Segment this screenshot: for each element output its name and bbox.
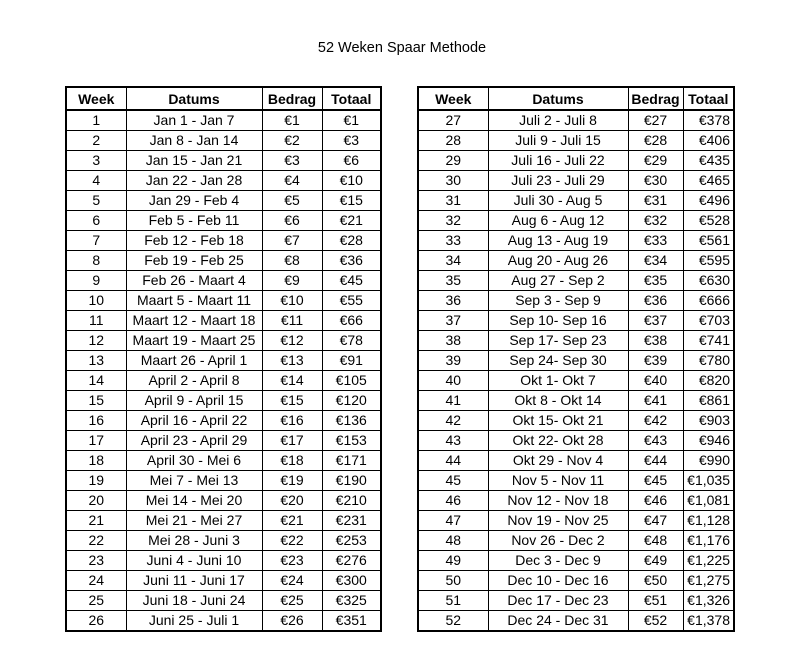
table-row xyxy=(418,271,734,291)
cell-week: 47 xyxy=(418,511,488,531)
cell-datums: Aug 20 - Aug 26 xyxy=(488,251,628,271)
cell-week: 45 xyxy=(418,471,488,491)
cell-totaal: €10 xyxy=(322,171,381,191)
cell-bedrag: €39 xyxy=(628,351,683,371)
table-row xyxy=(418,571,734,591)
cell-week: 44 xyxy=(418,451,488,471)
table-row xyxy=(418,231,734,251)
cell-datums: Juli 30 - Aug 5 xyxy=(488,191,628,211)
cell-datums: Mei 21 - Mei 27 xyxy=(126,511,262,531)
cell-totaal: €231 xyxy=(322,511,381,531)
cell-bedrag: €5 xyxy=(262,191,322,211)
cell-totaal: €28 xyxy=(322,231,381,251)
cell-totaal: €36 xyxy=(322,251,381,271)
table-row xyxy=(66,551,381,571)
cell-datums: April 30 - Mei 6 xyxy=(126,451,262,471)
cell-totaal: €325 xyxy=(322,591,381,611)
cell-week: 22 xyxy=(66,531,126,551)
cell-bedrag: €50 xyxy=(628,571,683,591)
cell-week: 30 xyxy=(418,171,488,191)
table-row xyxy=(66,591,381,611)
cell-totaal: €120 xyxy=(322,391,381,411)
cell-bedrag: €1 xyxy=(262,110,322,131)
cell-bedrag: €7 xyxy=(262,231,322,251)
table-row xyxy=(418,151,734,171)
cell-week: 17 xyxy=(66,431,126,451)
cell-week: 6 xyxy=(66,211,126,231)
table-row xyxy=(418,531,734,551)
cell-bedrag: €11 xyxy=(262,311,322,331)
table-row xyxy=(66,411,381,431)
table-row xyxy=(418,391,734,411)
cell-totaal: €78 xyxy=(322,331,381,351)
savings-table-weeks-1-26 xyxy=(65,86,382,632)
cell-datums: Jan 15 - Jan 21 xyxy=(126,151,262,171)
cell-bedrag: €29 xyxy=(628,151,683,171)
table-row xyxy=(418,191,734,211)
cell-datums: Aug 13 - Aug 19 xyxy=(488,231,628,251)
cell-week: 43 xyxy=(418,431,488,451)
cell-week: 38 xyxy=(418,331,488,351)
table-row xyxy=(418,591,734,611)
cell-datums: Maart 26 - April 1 xyxy=(126,351,262,371)
cell-totaal: €561 xyxy=(683,231,734,251)
table-header-row xyxy=(66,87,381,110)
cell-week: 7 xyxy=(66,231,126,251)
cell-bedrag: €51 xyxy=(628,591,683,611)
cell-week: 26 xyxy=(66,611,126,632)
cell-week: 10 xyxy=(66,291,126,311)
cell-week: 12 xyxy=(66,331,126,351)
cell-totaal: €406 xyxy=(683,131,734,151)
cell-datums: Jan 29 - Feb 4 xyxy=(126,191,262,211)
cell-datums: Dec 17 - Dec 23 xyxy=(488,591,628,611)
cell-bedrag: €44 xyxy=(628,451,683,471)
table-row xyxy=(418,311,734,331)
cell-week: 42 xyxy=(418,411,488,431)
header-totaal: Totaal xyxy=(322,87,381,110)
table-row xyxy=(418,471,734,491)
cell-week: 50 xyxy=(418,571,488,591)
cell-totaal: €15 xyxy=(322,191,381,211)
cell-bedrag: €40 xyxy=(628,371,683,391)
cell-datums: Nov 12 - Nov 18 xyxy=(488,491,628,511)
table-row xyxy=(418,331,734,351)
cell-week: 13 xyxy=(66,351,126,371)
cell-totaal: €105 xyxy=(322,371,381,391)
cell-totaal: €276 xyxy=(322,551,381,571)
cell-totaal: €1,176 xyxy=(683,531,734,551)
cell-week: 27 xyxy=(418,110,488,131)
table-row xyxy=(418,371,734,391)
cell-week: 9 xyxy=(66,271,126,291)
cell-totaal: €703 xyxy=(683,311,734,331)
cell-datums: Juli 23 - Juli 29 xyxy=(488,171,628,191)
cell-totaal: €1,378 xyxy=(683,611,734,632)
cell-week: 49 xyxy=(418,551,488,571)
cell-datums: Aug 27 - Sep 2 xyxy=(488,271,628,291)
cell-bedrag: €21 xyxy=(262,511,322,531)
table-row xyxy=(418,431,734,451)
table-row xyxy=(66,211,381,231)
cell-totaal: €528 xyxy=(683,211,734,231)
cell-datums: Sep 24- Sep 30 xyxy=(488,351,628,371)
cell-week: 4 xyxy=(66,171,126,191)
header-bedrag: Bedrag xyxy=(628,87,683,110)
cell-bedrag: €46 xyxy=(628,491,683,511)
cell-bedrag: €32 xyxy=(628,211,683,231)
cell-totaal: €190 xyxy=(322,471,381,491)
cell-week: 46 xyxy=(418,491,488,511)
cell-datums: Nov 5 - Nov 11 xyxy=(488,471,628,491)
table-row xyxy=(66,391,381,411)
cell-bedrag: €34 xyxy=(628,251,683,271)
cell-totaal: €496 xyxy=(683,191,734,211)
cell-bedrag: €15 xyxy=(262,391,322,411)
cell-week: 41 xyxy=(418,391,488,411)
cell-datums: Okt 29 - Nov 4 xyxy=(488,451,628,471)
table-row xyxy=(66,531,381,551)
table-row xyxy=(66,351,381,371)
table-row xyxy=(418,211,734,231)
cell-datums: Jan 22 - Jan 28 xyxy=(126,171,262,191)
cell-week: 39 xyxy=(418,351,488,371)
cell-datums: Nov 19 - Nov 25 xyxy=(488,511,628,531)
cell-datums: Sep 3 - Sep 9 xyxy=(488,291,628,311)
cell-totaal: €780 xyxy=(683,351,734,371)
table-row xyxy=(418,551,734,571)
cell-datums: Mei 28 - Juni 3 xyxy=(126,531,262,551)
cell-bedrag: €45 xyxy=(628,471,683,491)
cell-datums: Jan 8 - Jan 14 xyxy=(126,131,262,151)
cell-week: 3 xyxy=(66,151,126,171)
table-row xyxy=(66,371,381,391)
cell-totaal: €45 xyxy=(322,271,381,291)
cell-totaal: €300 xyxy=(322,571,381,591)
cell-totaal: €946 xyxy=(683,431,734,451)
cell-datums: Maart 5 - Maart 11 xyxy=(126,291,262,311)
cell-totaal: €1,326 xyxy=(683,591,734,611)
cell-bedrag: €52 xyxy=(628,611,683,632)
cell-week: 19 xyxy=(66,471,126,491)
cell-datums: Juli 2 - Juli 8 xyxy=(488,110,628,131)
table-row xyxy=(66,571,381,591)
header-totaal: Totaal xyxy=(683,87,734,110)
cell-week: 33 xyxy=(418,231,488,251)
table-row xyxy=(66,151,381,171)
cell-bedrag: €43 xyxy=(628,431,683,451)
cell-datums: Juli 9 - Juli 15 xyxy=(488,131,628,151)
cell-datums: Okt 8 - Okt 14 xyxy=(488,391,628,411)
cell-totaal: €55 xyxy=(322,291,381,311)
cell-week: 24 xyxy=(66,571,126,591)
cell-week: 28 xyxy=(418,131,488,151)
cell-bedrag: €26 xyxy=(262,611,322,632)
table-row xyxy=(66,271,381,291)
cell-week: 51 xyxy=(418,591,488,611)
table-row xyxy=(66,291,381,311)
table-row xyxy=(66,251,381,271)
cell-bedrag: €9 xyxy=(262,271,322,291)
cell-bedrag: €6 xyxy=(262,211,322,231)
cell-bedrag: €20 xyxy=(262,491,322,511)
header-datums: Datums xyxy=(488,87,628,110)
cell-totaal: €1,275 xyxy=(683,571,734,591)
cell-bedrag: €24 xyxy=(262,571,322,591)
cell-week: 1 xyxy=(66,110,126,131)
cell-totaal: €435 xyxy=(683,151,734,171)
cell-datums: Aug 6 - Aug 12 xyxy=(488,211,628,231)
cell-datums: April 16 - April 22 xyxy=(126,411,262,431)
cell-week: 15 xyxy=(66,391,126,411)
cell-bedrag: €3 xyxy=(262,151,322,171)
cell-datums: Feb 19 - Feb 25 xyxy=(126,251,262,271)
cell-totaal: €1,128 xyxy=(683,511,734,531)
cell-bedrag: €2 xyxy=(262,131,322,151)
table-row xyxy=(66,171,381,191)
table-row xyxy=(66,191,381,211)
table-row xyxy=(66,431,381,451)
header-week: Week xyxy=(418,87,488,110)
cell-totaal: €66 xyxy=(322,311,381,331)
cell-bedrag: €8 xyxy=(262,251,322,271)
cell-bedrag: €33 xyxy=(628,231,683,251)
cell-bedrag: €16 xyxy=(262,411,322,431)
header-datums: Datums xyxy=(126,87,262,110)
cell-datums: Juni 4 - Juni 10 xyxy=(126,551,262,571)
header-week: Week xyxy=(66,87,126,110)
cell-totaal: €820 xyxy=(683,371,734,391)
cell-totaal: €990 xyxy=(683,451,734,471)
cell-week: 31 xyxy=(418,191,488,211)
cell-bedrag: €25 xyxy=(262,591,322,611)
cell-totaal: €210 xyxy=(322,491,381,511)
cell-bedrag: €37 xyxy=(628,311,683,331)
cell-datums: Sep 10- Sep 16 xyxy=(488,311,628,331)
cell-datums: Juni 25 - Juli 1 xyxy=(126,611,262,632)
cell-bedrag: €4 xyxy=(262,171,322,191)
cell-week: 48 xyxy=(418,531,488,551)
cell-datums: Dec 10 - Dec 16 xyxy=(488,571,628,591)
cell-bedrag: €35 xyxy=(628,271,683,291)
header-bedrag: Bedrag xyxy=(262,87,322,110)
table-row xyxy=(66,471,381,491)
cell-datums: Jan 1 - Jan 7 xyxy=(126,110,262,131)
table-row xyxy=(418,351,734,371)
table-row xyxy=(66,231,381,251)
table-row xyxy=(66,451,381,471)
cell-week: 23 xyxy=(66,551,126,571)
cell-datums: Feb 5 - Feb 11 xyxy=(126,211,262,231)
table-row xyxy=(66,511,381,531)
cell-week: 36 xyxy=(418,291,488,311)
cell-totaal: €861 xyxy=(683,391,734,411)
cell-totaal: €91 xyxy=(322,351,381,371)
cell-bedrag: €12 xyxy=(262,331,322,351)
cell-week: 18 xyxy=(66,451,126,471)
cell-bedrag: €10 xyxy=(262,291,322,311)
cell-datums: Nov 26 - Dec 2 xyxy=(488,531,628,551)
cell-week: 20 xyxy=(66,491,126,511)
cell-totaal: €595 xyxy=(683,251,734,271)
cell-datums: Maart 19 - Maart 25 xyxy=(126,331,262,351)
cell-datums: Dec 24 - Dec 31 xyxy=(488,611,628,632)
table-row xyxy=(66,331,381,351)
cell-datums: Juni 18 - Juni 24 xyxy=(126,591,262,611)
cell-bedrag: €19 xyxy=(262,471,322,491)
cell-totaal: €6 xyxy=(322,151,381,171)
cell-bedrag: €17 xyxy=(262,431,322,451)
cell-week: 25 xyxy=(66,591,126,611)
table-row xyxy=(418,451,734,471)
cell-totaal: €253 xyxy=(322,531,381,551)
cell-bedrag: €31 xyxy=(628,191,683,211)
cell-week: 37 xyxy=(418,311,488,331)
cell-week: 5 xyxy=(66,191,126,211)
cell-week: 2 xyxy=(66,131,126,151)
cell-datums: Dec 3 - Dec 9 xyxy=(488,551,628,571)
cell-datums: Juni 11 - Juni 17 xyxy=(126,571,262,591)
cell-bedrag: €41 xyxy=(628,391,683,411)
cell-week: 29 xyxy=(418,151,488,171)
cell-datums: Okt 1- Okt 7 xyxy=(488,371,628,391)
cell-datums: Feb 26 - Maart 4 xyxy=(126,271,262,291)
table-row xyxy=(418,110,734,131)
cell-week: 8 xyxy=(66,251,126,271)
cell-datums: Mei 14 - Mei 20 xyxy=(126,491,262,511)
table-row xyxy=(66,611,381,632)
cell-datums: April 23 - April 29 xyxy=(126,431,262,451)
table-row xyxy=(418,131,734,151)
cell-datums: April 9 - April 15 xyxy=(126,391,262,411)
cell-totaal: €741 xyxy=(683,331,734,351)
table-header-row xyxy=(418,87,734,110)
cell-week: 11 xyxy=(66,311,126,331)
cell-datums: Juli 16 - Juli 22 xyxy=(488,151,628,171)
cell-totaal: €1,035 xyxy=(683,471,734,491)
cell-bedrag: €48 xyxy=(628,531,683,551)
cell-bedrag: €47 xyxy=(628,511,683,531)
table-row xyxy=(418,491,734,511)
table-row xyxy=(418,411,734,431)
cell-totaal: €1 xyxy=(322,110,381,131)
cell-week: 21 xyxy=(66,511,126,531)
table-row xyxy=(66,131,381,151)
cell-bedrag: €36 xyxy=(628,291,683,311)
table-row xyxy=(418,291,734,311)
cell-datums: Sep 17- Sep 23 xyxy=(488,331,628,351)
cell-totaal: €136 xyxy=(322,411,381,431)
cell-bedrag: €42 xyxy=(628,411,683,431)
cell-totaal: €153 xyxy=(322,431,381,451)
cell-datums: Feb 12 - Feb 18 xyxy=(126,231,262,251)
cell-datums: Okt 22- Okt 28 xyxy=(488,431,628,451)
cell-week: 52 xyxy=(418,611,488,632)
cell-totaal: €1,081 xyxy=(683,491,734,511)
cell-bedrag: €49 xyxy=(628,551,683,571)
cell-datums: Maart 12 - Maart 18 xyxy=(126,311,262,331)
table-row xyxy=(418,251,734,271)
cell-totaal: €465 xyxy=(683,171,734,191)
cell-week: 14 xyxy=(66,371,126,391)
cell-bedrag: €30 xyxy=(628,171,683,191)
cell-bedrag: €22 xyxy=(262,531,322,551)
cell-bedrag: €23 xyxy=(262,551,322,571)
cell-totaal: €666 xyxy=(683,291,734,311)
cell-datums: Mei 7 - Mei 13 xyxy=(126,471,262,491)
table-row xyxy=(418,611,734,632)
cell-bedrag: €13 xyxy=(262,351,322,371)
page-title: 52 Weken Spaar Methode xyxy=(317,40,487,56)
table-row xyxy=(66,110,381,131)
cell-totaal: €21 xyxy=(322,211,381,231)
cell-totaal: €171 xyxy=(322,451,381,471)
cell-week: 32 xyxy=(418,211,488,231)
cell-week: 16 xyxy=(66,411,126,431)
cell-week: 35 xyxy=(418,271,488,291)
cell-datums: April 2 - April 8 xyxy=(126,371,262,391)
cell-bedrag: €28 xyxy=(628,131,683,151)
cell-datums: Okt 15- Okt 21 xyxy=(488,411,628,431)
cell-totaal: €3 xyxy=(322,131,381,151)
cell-bedrag: €18 xyxy=(262,451,322,471)
cell-totaal: €378 xyxy=(683,110,734,131)
cell-week: 40 xyxy=(418,371,488,391)
savings-table-weeks-27-52 xyxy=(417,86,735,632)
cell-totaal: €1,225 xyxy=(683,551,734,571)
table-row xyxy=(66,491,381,511)
cell-bedrag: €14 xyxy=(262,371,322,391)
table-row xyxy=(418,511,734,531)
table-row xyxy=(66,311,381,331)
table-row xyxy=(418,171,734,191)
cell-totaal: €630 xyxy=(683,271,734,291)
cell-totaal: €903 xyxy=(683,411,734,431)
cell-week: 34 xyxy=(418,251,488,271)
cell-bedrag: €38 xyxy=(628,331,683,351)
cell-bedrag: €27 xyxy=(628,110,683,131)
cell-totaal: €351 xyxy=(322,611,381,632)
